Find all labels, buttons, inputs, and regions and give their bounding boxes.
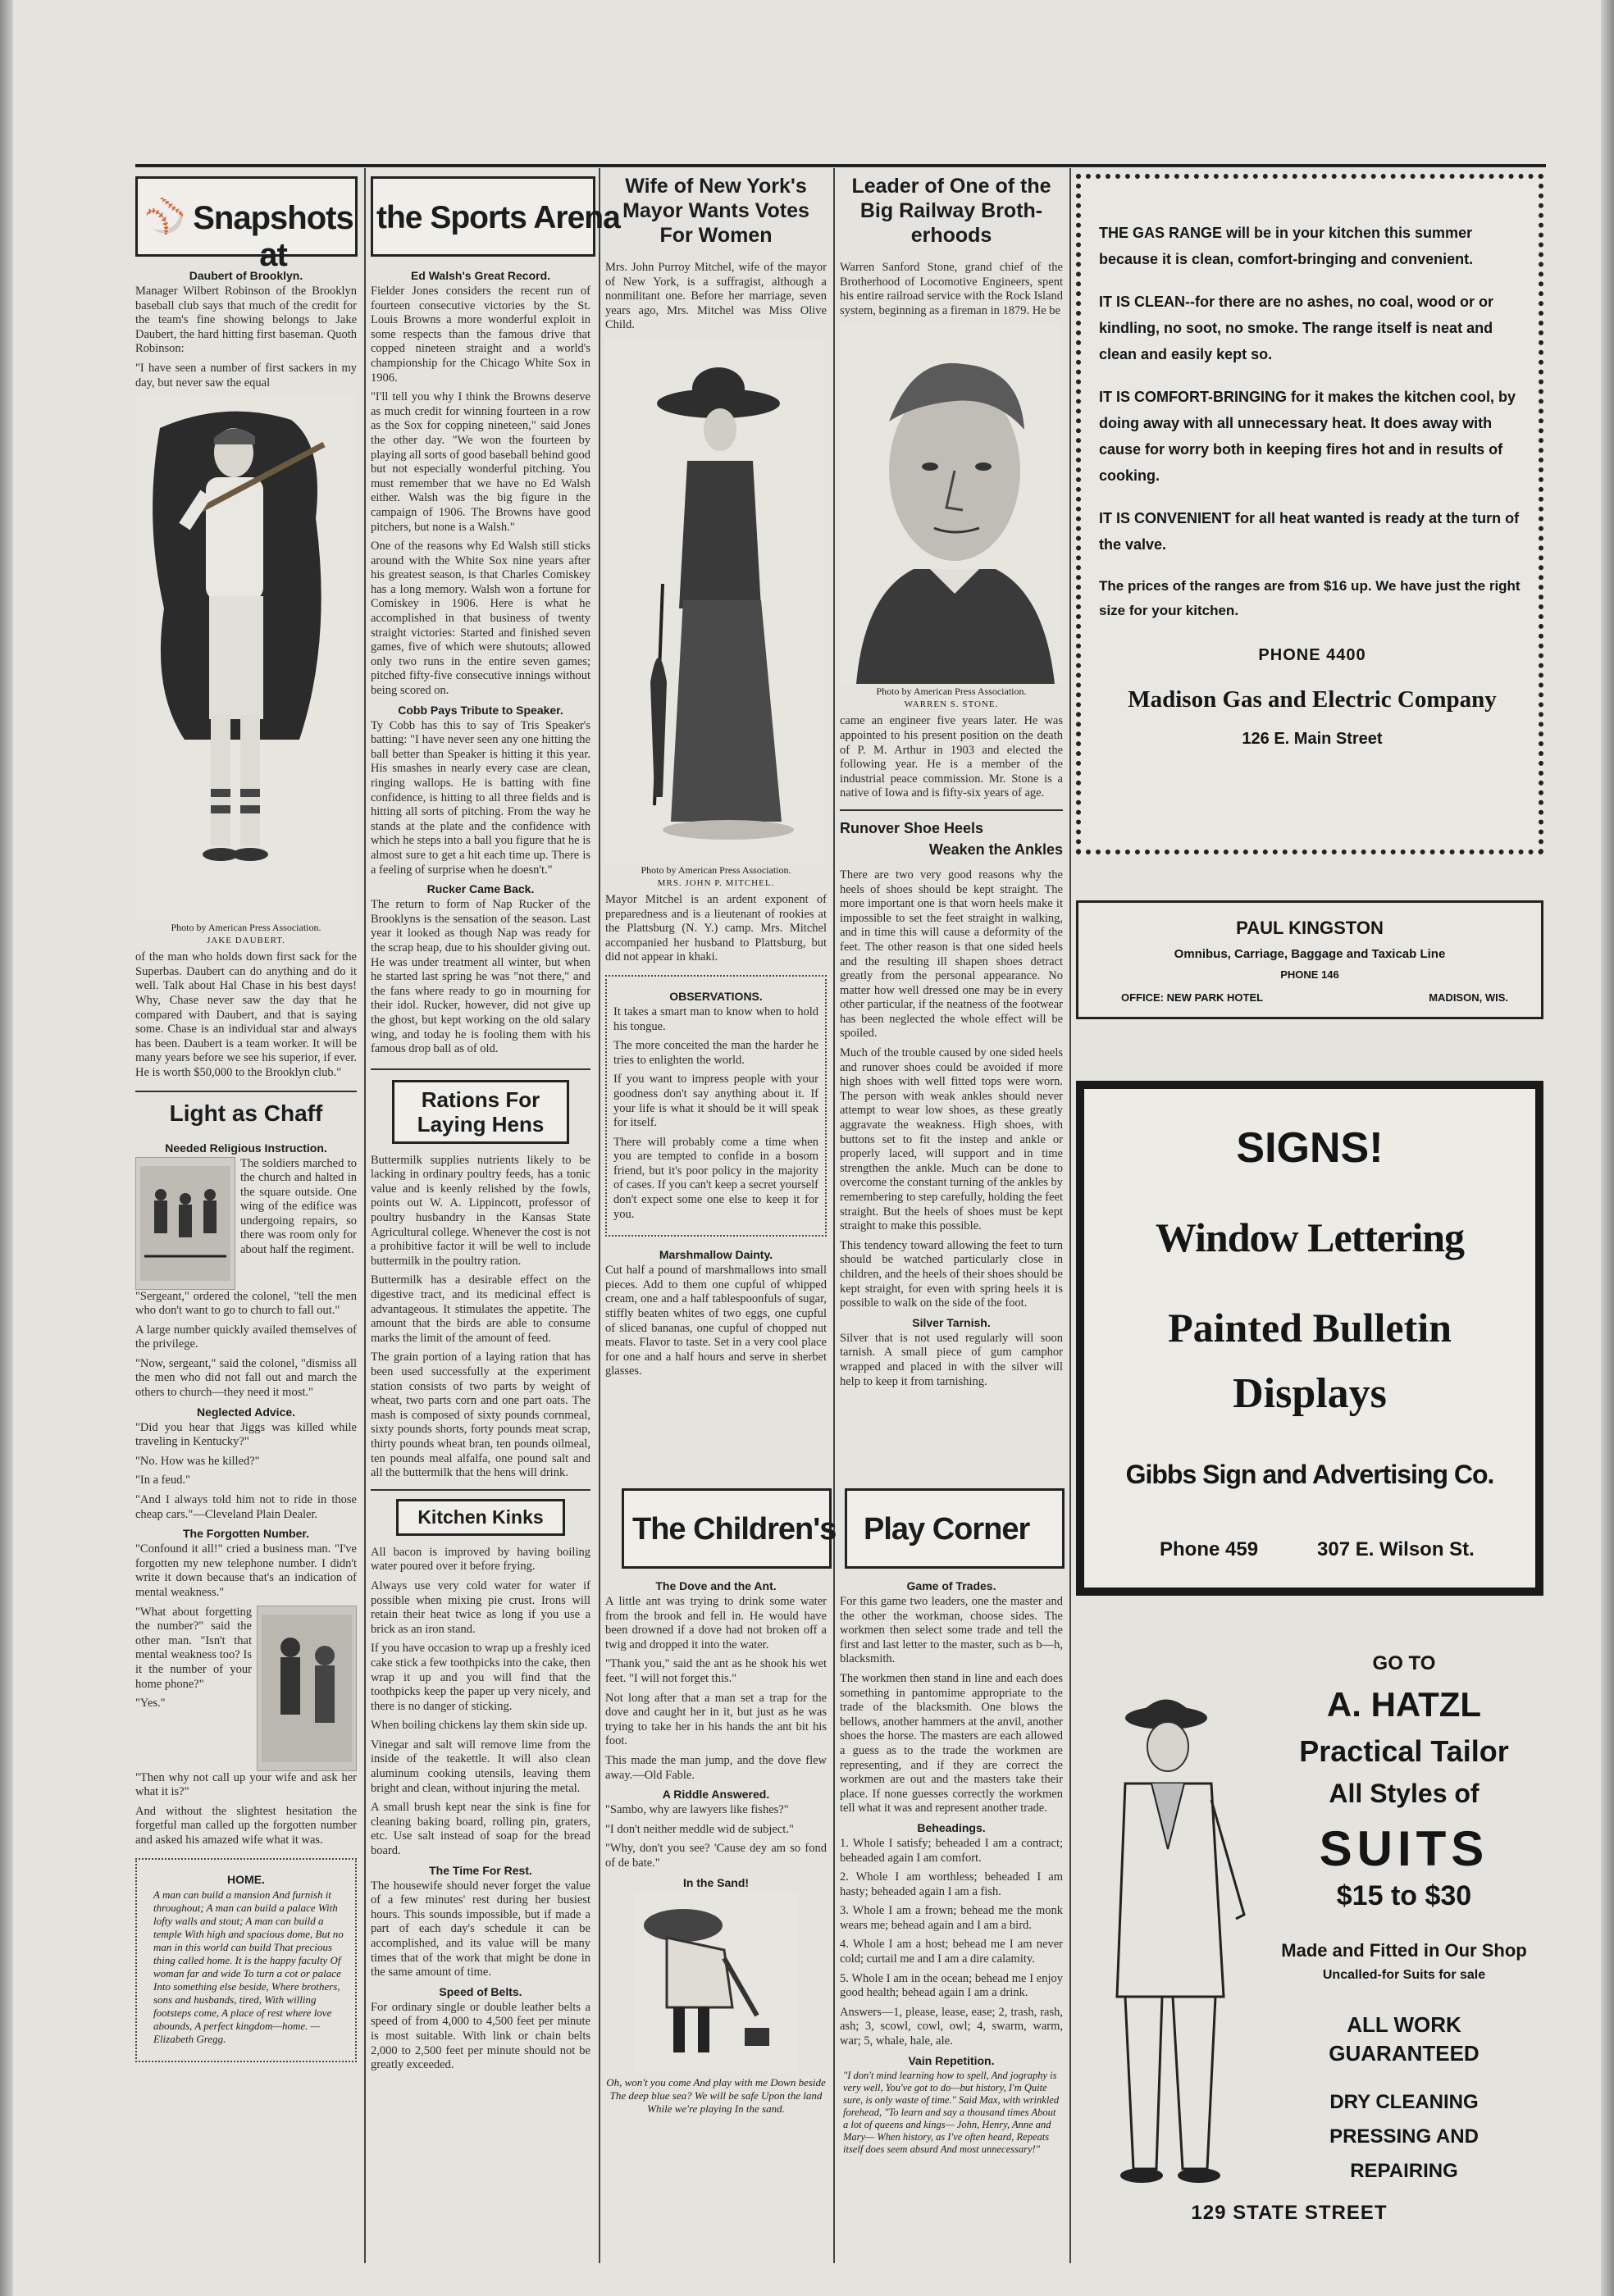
hens-paragraph: Buttermilk has a desirable effect on the digestive tract, and its medicinal effect is advantageous. It stimulates the appetite. The amount that the birds are able to consume marks the limit of the amount of feed. (371, 1273, 590, 1345)
dove-paragraph: This made the man jump, and the dove flew away.—Old Fable. (605, 1753, 827, 1782)
walsh-paragraph: One of the reasons why Ed Walsh still sticks around with the White Sox nine years after his greatest season, is that Charles Comiskey has a long memory. Walsh won a fortune for Comiskey in 1906. Here is what he accomplished in that business of twenty straight victories: Started and finished seven games, five of which were shutouts; allowed only two runs in the entire seven games; pitched fifty-five consecutive innings without being scored on. (371, 540, 590, 698)
hatzl-made: Made and Fitted in Our Shop (1281, 1940, 1527, 1961)
hatzl-ad (1076, 1628, 1543, 2251)
heels-paragraph: There are two very good reasons why the heels of shoes should be kept straight. The more important one is that worn heels make it impossible to set the feet straight in walking, and in time this will cause a deformity of the feet. The other reason is that one sided heels and the resulting ill shapen shoes detract greatly from the personal appearance. No matter how well dressed one may be in every other particular, if the neatness of the footwear has been neglected the whole effect will be spoiled. (840, 868, 1063, 1041)
walsh-paragraph: Fielder Jones considers the recent run of fourteen consecutive victories by the St. Louis Browns a more wonderful exploit in some respects than the famous drive that copped nineteen straight and a world's championship for the Chicago White Sox in 1906. (371, 285, 590, 385)
daubert-paragraph: of the man who holds down first sack for the Superbas. Daubert can do anything and do it well. Talk about Hal Chase in his best days! Why, Chase never saw the day that he compared with Daubert, and that is saying some. Chase is an individual star and always has been. Daubert is a team worker. It will be many years before we see his superior, if ever. He is worth $50,000 to the Brooklyn club." (135, 950, 357, 1079)
home-poem: A man can build a mansion And furnish it throughout; A man can build a palace With lofty walls and stout; A man can build a temple With high and spacious dome, But no man in this world can build That precious thing called home. It is the happy faculty Of woman far and wide To turn a cot or palace Into something else beside, Where brothers, sons and husbands, tired, With willing footsteps come, A place of rest where love abounds, A perfect kingdom—home. —Elizabeth Gregg. (153, 1888, 344, 2045)
stone-photo-name: WARREN S. STONE. (904, 699, 999, 710)
marching-soldiers-illustration (136, 1158, 235, 1289)
chaff-paragraph: "Then why not call up your wife and ask her what it is?" (135, 1770, 357, 1799)
hens-title-line: Rations For (421, 1086, 540, 1112)
daubert-photo (135, 395, 355, 920)
kinks-subhead: Speed of Belts. (439, 1984, 522, 1998)
mitchel-photo-name: MRS. JOHN P. MITCHEL. (657, 877, 775, 888)
rucker-subhead: Rucker Came Back. (426, 882, 535, 896)
heels-headline (840, 818, 1063, 860)
man-portrait-illustration (840, 323, 1061, 684)
sand-poem: Oh, won't you come And play with me Down beside The deep blue sea? We will be safe Upon the land While we're playing In the sand. (606, 2075, 826, 2115)
chaff-paragraph: The soldiers marched to the church and halted in the square outside. One wing of the edifice was undergoing repairs, so there was room only for about half the regiment. (240, 1156, 357, 1257)
chaff-paragraph: "And I always told him not to ride in those cheap cars."—Cleveland Plain Dealer. (135, 1493, 357, 1521)
sports-title-left: Snapshots at (193, 200, 353, 273)
heels-paragraph: Much of the trouble caused by one sided heels and runover shoes could be avoided if more high shoes with well fitted tops were worn. The person with weak ankles should never attempt to wear low shoes, as these greatly aggravate the weakness. High shoes, with buttons set to fit the instep and ankle or properly laced, will support and in time strengthen the ankle. Much can be done to overcome the constant turning of the ankles by remembering to step carefully, holding the feet straight. But the heels of shoes must be kept straight to make this possible. (840, 1046, 1063, 1233)
kinks-paragraph: If you have occasion to wrap up a freshly iced cake stick a few toothpicks into the cake, then wrap it up and you will find that the toothpicks keep the paper up very nicely, and there is no danger of sticking. (371, 1642, 590, 1713)
kingston-line: Omnibus, Carriage, Baggage and Taxicab Line (1174, 947, 1446, 961)
signs-line1: SIGNS! (1236, 1124, 1384, 1172)
observations-paragraph: The more conceited the man the harder he tries to enlighten the world. (613, 1039, 818, 1067)
mitchel-headline (605, 174, 827, 248)
observations-paragraph: If you want to impress people with your goodness don't say anything about it. If your life is what it should be it will speak for itself. (613, 1073, 818, 1130)
hatzl-work1: ALL WORK (1347, 2012, 1461, 2037)
sand-photo (634, 1893, 798, 2073)
signs-line4: Displays (1233, 1370, 1387, 1417)
walsh-paragraph: "I'll tell you why I think the Browns deserve as much credit for winning fourteen in a row as the Sox for copping nineteen," said Jones the other day. "We won the fourteen by playing all sorts of good baseball behind good but not especially wonderful pitching. You must remember that we have no Ed Walsh either. Walsh was the big figure in the campaign of 1906. The Browns have good pitchers, but none is a Walsh." (371, 390, 590, 534)
heels-paragraph: This tendency toward allowing the feet to turn should be watched particularly close in children, and the heels of their shoes should be kept straight, for even with spring heels it is possible to walk on the side of the foot. (840, 1238, 1063, 1310)
children-title-left: The Children's (632, 1512, 837, 1547)
beheadings-item: 1. Whole I satisfy; beheaded I am a contract; beheaded again I am comfort. (840, 1836, 1063, 1865)
chaff-paragraph: "In a feud." (135, 1474, 190, 1487)
home-poem-box (135, 1858, 357, 2062)
top-rule (135, 164, 1546, 167)
silver-subhead: Silver Tarnish. (912, 1315, 991, 1329)
divider (135, 1091, 357, 1092)
column-3 (605, 174, 827, 1384)
signs-line2: Window Lettering (1155, 1214, 1465, 1260)
stone-paragraph: came an engineer five years later. He was appointed to his present position on the death of P. M. Arthur in 1903 and elected the following year. He is a member of the industrial peace commission. Mr. Stone is a native of Iowa and is fifty-six years of age. (840, 714, 1063, 800)
trades-paragraph: The workmen then stand in line and each does something in pantomime appropriate to the trade of the blacksmith. One blows the bellows, another hammers at the anvil, another shoes the horse. The masters are each allowed a guess as to the trade the workmen are representing, and if they are correct the workmen are out and the masters take their place. If none guesses correctly the workmen tell what it was and represent another trade. (840, 1671, 1063, 1815)
children-header-left (622, 1488, 837, 1569)
sports-header-left (135, 176, 358, 273)
riddle-paragraph: "I don't neither meddle wid de subject." (605, 1822, 794, 1836)
gas-ad-paragraph: IT IS COMFORT-BRINGING for it makes the kitchen cool, by doing away with all unnecessary heat. It does away with cause for worry both in keeping fires hot and in results of cooking. (1099, 389, 1516, 484)
hatzl-styles: All Styles of (1329, 1779, 1480, 1808)
mitchel-title-line: Mayor Wants Votes (622, 199, 809, 222)
marsh-paragraph: Cut half a pound of marshmallows into small pieces. Add to them one cupful of whipped cream, one and a half tablespoonfuls of sugar, stiffly beaten whites of two eggs, one cupful of sliced bananas, one cupful of chopped nut meats. Flavor to taste. Set in a very cool place for one and a half hours and serve in sherbet glasses. (605, 1264, 827, 1378)
observations-paragraph: There will probably come a time when you are tempted to confide in a bosom friend, but it's poor policy in the majority of cases. If you can't keep a secret yourself don't expect some one else to keep it for you. (613, 1135, 818, 1221)
stone-photo (840, 323, 1061, 684)
stone-title-line: Leader of One of the (851, 175, 1051, 198)
vain-poem: "I don't mind learning how to spell, And jography is very well, You've got to do—but history, I'm Quite sure, is only waste of time." Said Max, with wrinkled forehead, "To learn and say a thousand times About a lot of queens and kings— John, Henry, Anne and Mary— When history, as I've often heard, Repeats itself does seem absurd And most unnecessary!" (843, 2069, 1060, 2155)
kingston-ad (1076, 900, 1543, 1019)
daubert-photo-credit: Photo by American Press Association. (171, 922, 321, 934)
gas-ad-body (1099, 203, 1525, 749)
hens-paragraph: Buttermilk supplies nutrients likely to be lacking in ordinary poultry feeds, has a tonic value and is keenly relished by the fowls, points out W. A. Lippincott, professor of poultry husbandry in the Kansas State Agricultural college. Whenever the cost is not a prohibitive factor it will be well to include buttermilk in the poultry ration. (371, 1153, 590, 1268)
kinks-paragraph: All bacon is improved by having boiling water poured over it before frying. (371, 1545, 590, 1574)
gas-ad-phone: PHONE 4400 (1258, 646, 1366, 664)
column-1 (135, 264, 357, 2062)
daubert-photo-name: JAKE DAUBERT. (207, 936, 285, 946)
mitchel-photo-credit: Photo by American Press Association. (641, 863, 791, 876)
soldiers-row (135, 1157, 357, 1290)
beheadings-item: 3. Whole I am a frown; behead me the monk wears me; behead again and I am a bird. (840, 1904, 1063, 1932)
gas-ad-address: 126 E. Main Street (1242, 730, 1383, 748)
hatzl-trade: Practical Tailor (1299, 1734, 1509, 1768)
kingston-city: MADISON, WIS. (1429, 991, 1508, 1004)
child-playing-sand-illustration (634, 1893, 798, 2073)
hatzl-price: $15 to $30 (1336, 1880, 1472, 1911)
kingston-phone: PHONE 146 (1280, 968, 1339, 981)
beheadings-item: 2. Whole I am worthless; beheaded I am hasty; beheaded again I am a fish. (840, 1870, 1063, 1898)
daubert-subhead: Daubert of Brooklyn. (189, 269, 303, 282)
gas-ad-paragraph: IT IS CLEAN--for there are no ashes, no coal, wood or or kindling, no soot, no smoke. The range itself is neat and clean and easily kept so. (1099, 294, 1494, 362)
chaff-title: Light as Chaff (169, 1100, 323, 1126)
hatzl-dry3: REPAIRING (1350, 2160, 1458, 2182)
observations-paragraph: It takes a smart man to know when to hold his tongue. (613, 1004, 818, 1033)
divider (371, 1489, 590, 1491)
kinks-title: Kitchen Kinks (417, 1506, 544, 1528)
stone-paragraph: Warren Sanford Stone, grand chief of the Brotherhood of Locomotive Engineers, spent his entire railroad service with the Rock Island system, beginning as a fireman in 1879. He be (840, 261, 1063, 317)
signs-line5: Gibbs Sign and Advertising Co. (1125, 1460, 1494, 1489)
kingston-name: PAUL KINGSTON (1236, 918, 1384, 938)
cobb-subhead: Cobb Pays Tribute to Speaker. (398, 703, 563, 717)
stone-title-line: Big Railway Broth- (859, 199, 1043, 222)
baseball-player-illustration (135, 395, 355, 920)
hens-title-line: Laying Hens (417, 1111, 545, 1137)
kinks-paragraph: A small brush kept near the sink is fine for cleaning baking board, rolling pin, graters, etc. Use salt instead of soap for the bread board. (371, 1801, 590, 1858)
dove-paragraph: Not long after that a man set a trap for the dove and caught her in it, but just as he was trying to take her in his hands the ant bit his foot. (605, 1691, 827, 1748)
children-title-right: Play Corner (864, 1512, 1030, 1547)
beheadings-subhead: Beheadings. (917, 1820, 986, 1834)
stone-title-line: erhoods (910, 224, 992, 247)
bat-icon: ⚾ (144, 198, 185, 235)
walsh-subhead: Ed Walsh's Great Record. (410, 269, 551, 282)
mitchel-photo (605, 338, 825, 863)
hatzl-dry2: PRESSING AND (1329, 2125, 1479, 2148)
telephone-cartoon (257, 1606, 357, 1771)
kingston-office: OFFICE: NEW PARK HOTEL (1121, 991, 1264, 1004)
divider (840, 809, 1063, 811)
cobb-paragraph: Ty Cobb has this to say of Tris Speaker's batting: "I have never seen any one hitting the ball better than Speaker is hitting it this year. His smashes in nearly every case are clean, ringing wallops. He is batting with fine confidence, is hitting to all three fields and is hitting all sorts of pitching. From the way he stands at the plate and the confidence with which he steps into a ball you figure that he is almost sure to get a hit each time up. There is a feeling of surprise when he doesn't." (371, 718, 590, 877)
gas-ad-paragraph: IT IS CONVENIENT for all heat wanted is ready at the turn of the valve. (1099, 510, 1520, 553)
column-rule (1069, 168, 1071, 2263)
kinks-paragraph: Vinegar and salt will remove lime from the inside of the teakettle. It will also clean aluminum cooking utensils, leaving them bright and clean, without injuring the metal. (371, 1738, 590, 1795)
trades-subhead: Game of Trades. (906, 1579, 996, 1592)
mitchel-paragraph: Mrs. John Purroy Mitchel, wife of the mayor of New York, is a suffragist, although a nonmilitant one. Before her marriage, seven years ago, Mrs. Mitchel was Miss Olive Child. (605, 261, 827, 332)
chaff-paragraph: "Yes." (135, 1697, 166, 1711)
daubert-paragraph: Manager Wilbert Robinson of the Brooklyn baseball club says that much of the credit for the team's fine showing belongs to Jake Daubert, the hard hitting first baseman. Quoth Robinson: (135, 285, 357, 356)
chaff-paragraph: "Confound it all!" cried a business man. "I've forgotten my new telephone number. I didn't write it down because that's an indication of mental weakness." (135, 1542, 357, 1599)
signs-phone: Phone 459 (1160, 1538, 1259, 1560)
kinks-paragraph: For ordinary single or double leather belts a speed of from 4,000 to 4,500 feet per minute is most suitable. With link or chain belts 2,000 to 2,500 feet per minute should not be greatly exceeded. (371, 2000, 590, 2072)
hens-header (392, 1080, 569, 1144)
chaff-paragraph: "Did you hear that Jiggs was killed while traveling in Kentucky?" (135, 1420, 357, 1449)
hatzl-dry1: DRY CLEANING (1329, 2091, 1479, 2113)
observations-title: OBSERVATIONS. (669, 989, 763, 1003)
woman-with-umbrella-illustration (605, 338, 825, 863)
chaff-paragraph: "No. How was he killed?" (135, 1454, 260, 1468)
mitchel-title-line: For Women (659, 224, 773, 247)
hatzl-address: 129 STATE STREET (1191, 2202, 1388, 2224)
column-rule (364, 168, 366, 2263)
riddle-subhead: A Riddle Answered. (662, 1788, 770, 1802)
hatzl-goto: GO TO (1372, 1652, 1436, 1674)
men-talking-illustration (258, 1606, 356, 1770)
man-in-suit-illustration (1076, 1669, 1265, 2202)
chaff-paragraph: "Sergeant," ordered the colonel, "tell the men who don't want to go to church to fall out." (135, 1289, 357, 1318)
phone-row (135, 1606, 357, 1771)
stone-headline (840, 174, 1063, 248)
hatzl-work2: GUARANTEED (1329, 2041, 1480, 2066)
mitchel-paragraph: Mayor Mitchel is an ardent exponent of preparedness and is a lieutenant of rookies at the Plattsburg (N. Y.) camp. Mrs. Mitchel accompanied her husband to Plattsburg, but did not appear in khaki. (605, 892, 827, 964)
column-2 (371, 264, 590, 2078)
column-4-lower (840, 1574, 1063, 2162)
dove-subhead: The Dove and the Ant. (655, 1579, 777, 1592)
gas-ad-paragraph: THE GAS RANGE will be in your kitchen this summer because it is clean, comfort-bringing and convenient. (1099, 225, 1474, 267)
children-header-right (845, 1488, 1065, 1569)
vain-subhead: Vain Repetition. (908, 2053, 995, 2067)
kinks-paragraph: Always use very cold water for water if possible when mixing pie crust. Irons will retain their heat twice as long if you use a brick as an iron stand. (371, 1578, 590, 1636)
page-edge-right (1601, 0, 1614, 2296)
chaff-paragraph: And without the slightest hesitation the forgetful man called up the forgotten number and asked his amazed wife what it was. (135, 1804, 357, 1847)
signs-ad (1076, 1081, 1543, 1596)
divider (371, 1068, 590, 1070)
riddle-paragraph: "Why, don't you see? 'Cause dey am so fond of de bate." (605, 1842, 827, 1870)
silver-paragraph: Silver that is not used regularly will soon tarnish. A small piece of gum camphor wrapped and placed in with the silver will help to keep it from tarnishing. (840, 1331, 1063, 1388)
gas-ad-company: Madison Gas and Electric Company (1128, 686, 1497, 713)
chaff-paragraph: "What about forgetting the number?" said the other man. "Isn't that mental weakness too? Is it the number of your home phone?" (135, 1605, 252, 1691)
beheadings-item: 4. Whole I am a host; behead me I am never cold; curtail me and I am a dire calamity. (840, 1938, 1063, 1966)
trades-paragraph: For this game two leaders, one the master and the other the workman, choose sides. The workmen then select some trade and tell the first and last letter to the master, such as b—h, blacksmith. (840, 1595, 1063, 1666)
column-rule (599, 168, 600, 2263)
daubert-paragraph: "I have seen a number of first sackers in my day, but never saw the equal (135, 361, 357, 390)
beheadings-item: 5. Whole I am in the ocean; behead me I enjoy good health; behead again I am a drink. (840, 1971, 1063, 2000)
mitchel-title-line: Wife of New York's (625, 175, 807, 198)
observations-box (605, 975, 827, 1237)
hatzl-text (1265, 1652, 1543, 2183)
gas-ad-paragraph: The prices of the ranges are from $16 up. We have just the right size for your kitchen. (1099, 578, 1521, 618)
hatzl-uncalled: Uncalled-for Suits for sale (1322, 1968, 1486, 1982)
kinks-subhead: The Time For Rest. (429, 1863, 532, 1877)
chaff-subhead: Neglected Advice. (196, 1405, 296, 1419)
gas-range-ad (1076, 174, 1543, 854)
hatzl-name: A. HATZL (1326, 1685, 1482, 1724)
dove-paragraph: "Thank you," said the ant as he shook his wet feet. "I will not forget this." (605, 1657, 827, 1685)
marsh-subhead: Marshmallow Dainty. (659, 1248, 773, 1262)
sports-header-right (371, 176, 620, 257)
kinks-header (396, 1499, 565, 1536)
beheadings-answers: Answers—1, please, lease, ease; 2, trash, rash, ash; 3, scowl, cowl, owl; 4, swarm, warm, war; 5, whale, hale, ale. (840, 2005, 1063, 2048)
kinks-paragraph: The housewife should never forget the value of a few minutes' rest during her busiest hours. This sounds impossible, but if made a part of each day's schedule it can be accomplished, and its value will be many times that of the work that might be done in the same amount of time. (371, 1879, 590, 1979)
chaff-paragraph: A large number quickly availed themselves of the privilege. (135, 1323, 357, 1351)
tailor-figure (1076, 1669, 1265, 2202)
riddle-paragraph: "Sambo, why are lawyers like fishes?" (605, 1803, 789, 1817)
chaff-paragraph: "Now, sergeant," said the colonel, "dismiss all the men who did not fall out and march the others to church—they need it most." (135, 1356, 357, 1400)
sand-title: In the Sand! (682, 1875, 750, 1889)
chaff-subhead: The Forgotten Number. (183, 1527, 309, 1541)
rucker-paragraph: The return to form of Nap Rucker of the Brooklyns is the sensation of the season. Last year it looked as though Nap was ready for the scrap heap, due to his shoulder giving out. He was under treatment all winter, but when he started last spring he was "not there," and the fans where ready to go in mourning for their idol. Rucker, however, did not give up the ghost, but kept working on the old salary wing, and today he is fooling them with his famous drop ball as of old. (371, 898, 590, 1056)
kinks-paragraph: When boiling chickens lay them skin side up. (371, 1719, 588, 1733)
dove-paragraph: A little ant was trying to drink some water from the brook and fell in. He would have been drowned if a dove had not broken off a twig and dropped it into the water. (605, 1595, 827, 1651)
chaff-subhead: Needed Religious Instruction. (165, 1141, 327, 1155)
column-3-lower (605, 1574, 827, 2122)
page-edge-left (0, 0, 13, 2296)
signs-line3: Painted Bulletin (1168, 1305, 1452, 1351)
column-rule (833, 168, 835, 2263)
hens-paragraph: The grain portion of a laying ration that has been used successfully at the experiment station consists of two parts by weight of wheat, two parts corn and one part oats. The mash is composed of sixty pounds cornmeal, sixty pounds shorts, forty pounds meat scrap, thirty pounds wheat bran, ten pounds oilmeal, ten pounds meal alfalfa, one pound salt and all the buttermilk that the hens will drink. (371, 1351, 590, 1480)
hatzl-suits: SUITS (1319, 1821, 1489, 1876)
soldiers-cartoon (135, 1157, 235, 1290)
column-4 (840, 174, 1063, 1394)
home-title: HOME. (227, 1872, 265, 1886)
stone-photo-credit: Photo by American Press Association. (876, 686, 1027, 698)
sports-title-right: the Sports Arena (376, 200, 620, 235)
signs-address: 307 E. Wilson St. (1317, 1538, 1475, 1560)
heels-title-line: Weaken the Ankles (928, 840, 1063, 858)
heels-title-line: Runover Shoe Heels (840, 819, 984, 836)
